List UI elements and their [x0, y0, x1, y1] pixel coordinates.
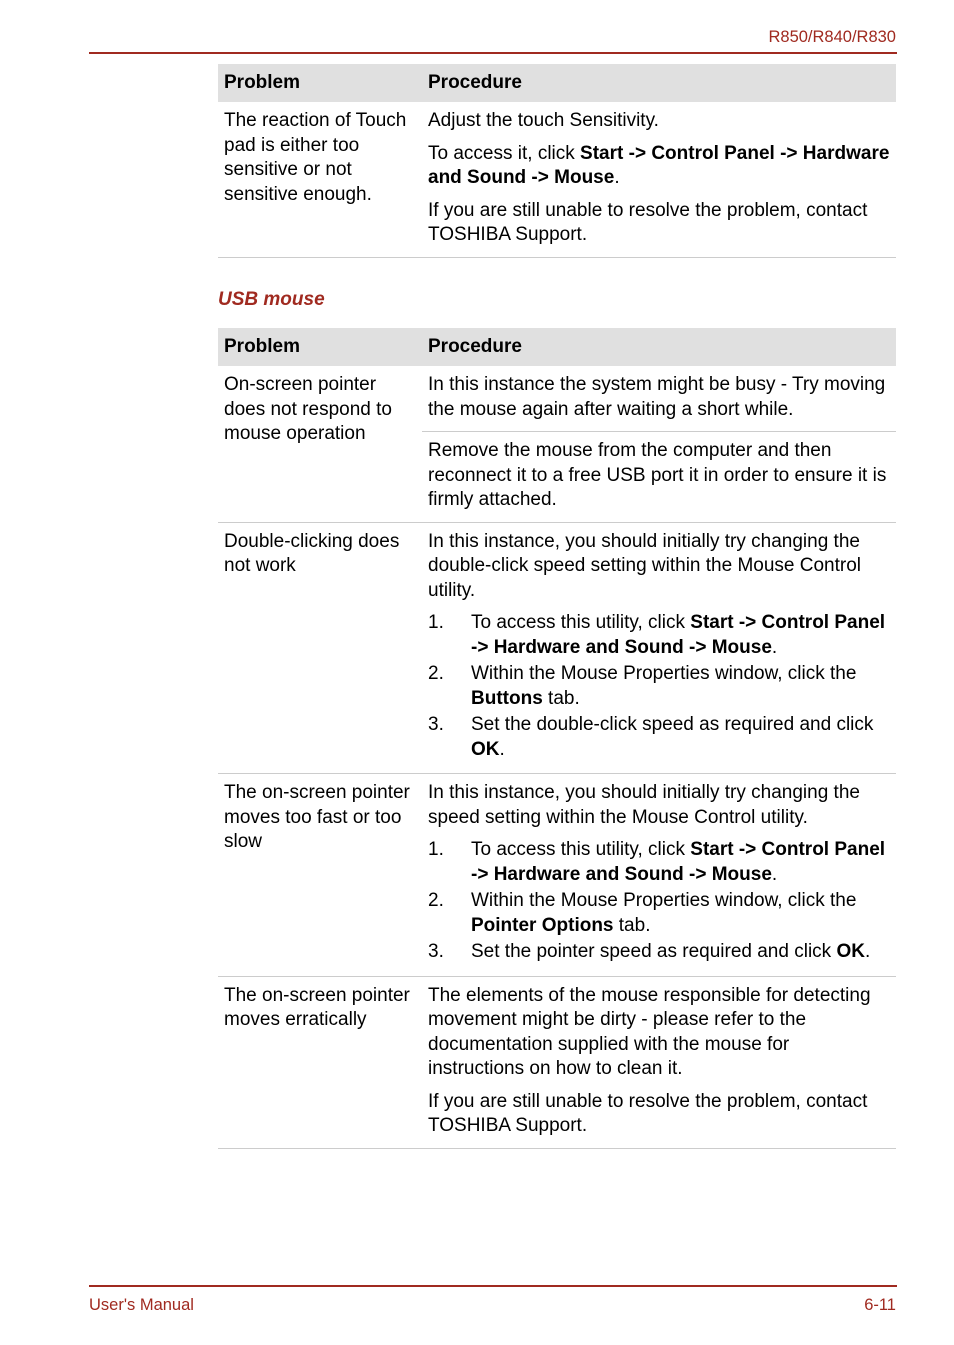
section-title: USB mouse [218, 289, 325, 310]
list-item: 2. Within the Mouse Properties window, click the Pointer Options tab. [428, 890, 857, 936]
footer-rule [89, 1285, 897, 1287]
problem-cell: Double-clicking does not work [218, 522, 422, 774]
touchpad-problem-table [218, 64, 896, 258]
table-row [218, 102, 896, 257]
table-header-row [218, 64, 896, 102]
procedure-cell [422, 366, 896, 432]
procedure-header: Procedure [422, 328, 896, 366]
procedure-text: Remove the mouse from the computer and then reconnect it to a free USB port it in order to ensure it is firmly attached. [428, 440, 887, 510]
problem-cell: The reaction of Touch pad is either too sensitive or not sensitive enough. [218, 102, 422, 257]
table-row [218, 366, 896, 432]
list-item: 2. Within the Mouse Properties window, click the Buttons tab. [428, 663, 857, 709]
list-item: 3. Set the pointer speed as required and click OK. [428, 941, 871, 962]
table-row [218, 774, 896, 977]
list-item: 3. Set the double-click speed as required and click OK. [428, 714, 874, 760]
page-number: 6-11 [864, 1296, 896, 1314]
footer-manual-label: User's Manual [89, 1296, 194, 1314]
procedure-text: If you are still unable to resolve the problem, contact TOSHIBA Support. [428, 1090, 868, 1136]
problem-cell: The on-screen pointer moves erratically [218, 976, 422, 1148]
list-item: 1. To access this utility, click Start -> Control Panel -> Hardware and Sound -> Mouse. [428, 839, 886, 885]
problem-header: Problem [218, 328, 422, 366]
procedure-text: To access it, click Start -> Control Panel -> Hardware and Sound -> Mouse. [428, 142, 890, 188]
table-row [218, 522, 896, 774]
procedure-text: In this instance the system might be busy - Try moving the mouse again after waiting a short while. [428, 374, 886, 420]
procedure-cell [422, 774, 896, 977]
header-model: R850/R840/R830 [768, 28, 896, 46]
procedure-text: The elements of the mouse responsible for detecting movement might be dirty - please refer to the documentation supplied with the mouse for instructions on how to clean it. [428, 984, 871, 1079]
list-item: 1. To access this utility, click Start -> Control Panel -> Hardware and Sound -> Mouse. [428, 612, 886, 658]
table-row [218, 976, 896, 1148]
header-rule [89, 52, 897, 54]
procedure-cell [422, 976, 896, 1148]
procedure-cell [422, 102, 896, 257]
procedure-header: Procedure [422, 64, 896, 102]
problem-header: Problem [218, 64, 422, 102]
usb-mouse-problem-table [218, 328, 896, 1149]
procedure-cell [422, 522, 896, 774]
procedure-text: If you are still unable to resolve the problem, contact TOSHIBA Support. [428, 199, 868, 245]
step-list [428, 838, 890, 965]
procedure-text: Adjust the touch Sensitivity. [428, 110, 659, 131]
step-list [428, 611, 890, 762]
procedure-text: In this instance, you should initially try changing the double-click speed setting within the Mouse Control utility. [428, 530, 862, 601]
procedure-cell [422, 432, 896, 523]
procedure-text: In this instance, you should initially try changing the speed setting within the Mouse Control utility. [428, 782, 860, 828]
problem-cell: On-screen pointer does not respond to mouse operation [218, 366, 422, 522]
table-header-row [218, 328, 896, 366]
problem-cell: The on-screen pointer moves too fast or too slow [218, 774, 422, 977]
